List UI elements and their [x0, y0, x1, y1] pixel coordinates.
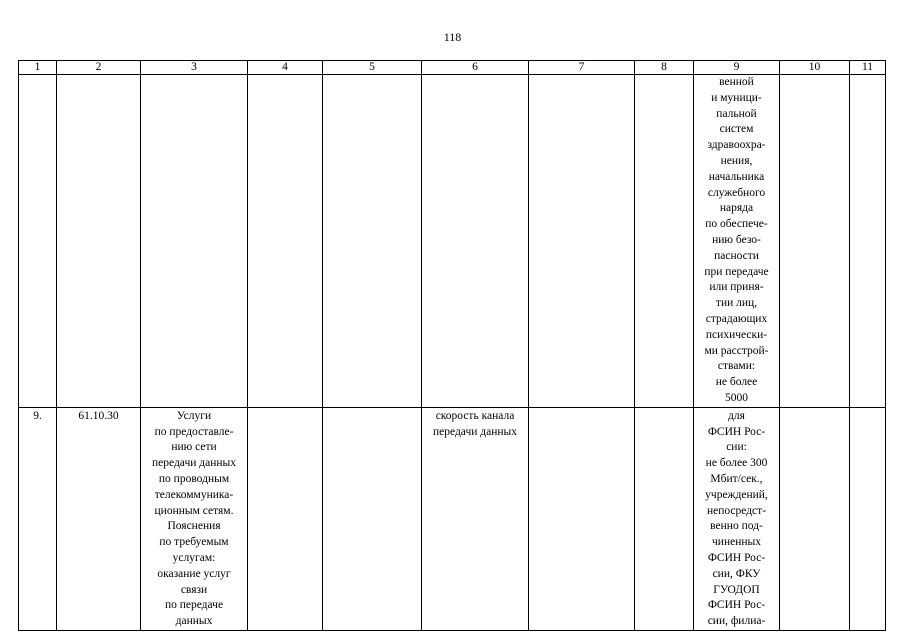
column-header: 1: [19, 61, 57, 75]
table-cell: скорость канала передачи данных: [422, 407, 529, 630]
table-cell: [422, 75, 529, 408]
table-cell: 61.10.30: [57, 407, 141, 630]
table-cell: [850, 407, 886, 630]
table-cell: [635, 75, 694, 408]
column-header: 4: [248, 61, 323, 75]
table-row: [19, 407, 886, 630]
column-header: 11: [850, 61, 886, 75]
table-cell: [57, 75, 141, 408]
table-cell: [780, 407, 850, 630]
table-cell: 9.: [19, 407, 57, 630]
specification-table: [18, 60, 886, 631]
column-header: 8: [635, 61, 694, 75]
table-cell: [323, 75, 422, 408]
table-cell: [529, 75, 635, 408]
table-cell: Услуги по предоставле- нию сети передачи данных по проводным телекоммуника- ционным сетям. Пояснения по требуемым услугам: оказание услуг связи по передаче данных: [141, 407, 248, 630]
table-cell: [248, 75, 323, 408]
table-cell: венной и муници- пальной систем здравоохра- нения, начальника служебного наряда по обеспече- нию безо- пасности при передаче или приня- тии лиц, страдающих психически- ми расстрой- ствами: не более 5000: [694, 75, 780, 408]
column-header: 3: [141, 61, 248, 75]
column-number-row: [19, 61, 886, 75]
table-cell: [141, 75, 248, 408]
column-header: 6: [422, 61, 529, 75]
page-number: 118: [443, 30, 462, 44]
table-row: [19, 75, 886, 408]
column-header: 9: [694, 61, 780, 75]
column-header: 10: [780, 61, 850, 75]
table-cell: [323, 407, 422, 630]
table-cell: [529, 407, 635, 630]
table-cell: [248, 407, 323, 630]
table-cell: для ФСИН Рос- сии: не более 300 Мбит/сек., учреждений, непосредст- венно под- чиненных ФСИН Рос- сии, ФКУ ГУОДОП ФСИН Рос- сии, филиа-: [694, 407, 780, 630]
table-cell: [780, 75, 850, 408]
column-header: 5: [323, 61, 422, 75]
column-header: 7: [529, 61, 635, 75]
column-header: 2: [57, 61, 141, 75]
table-cell: [850, 75, 886, 408]
table-cell: [19, 75, 57, 408]
table-cell: [635, 407, 694, 630]
